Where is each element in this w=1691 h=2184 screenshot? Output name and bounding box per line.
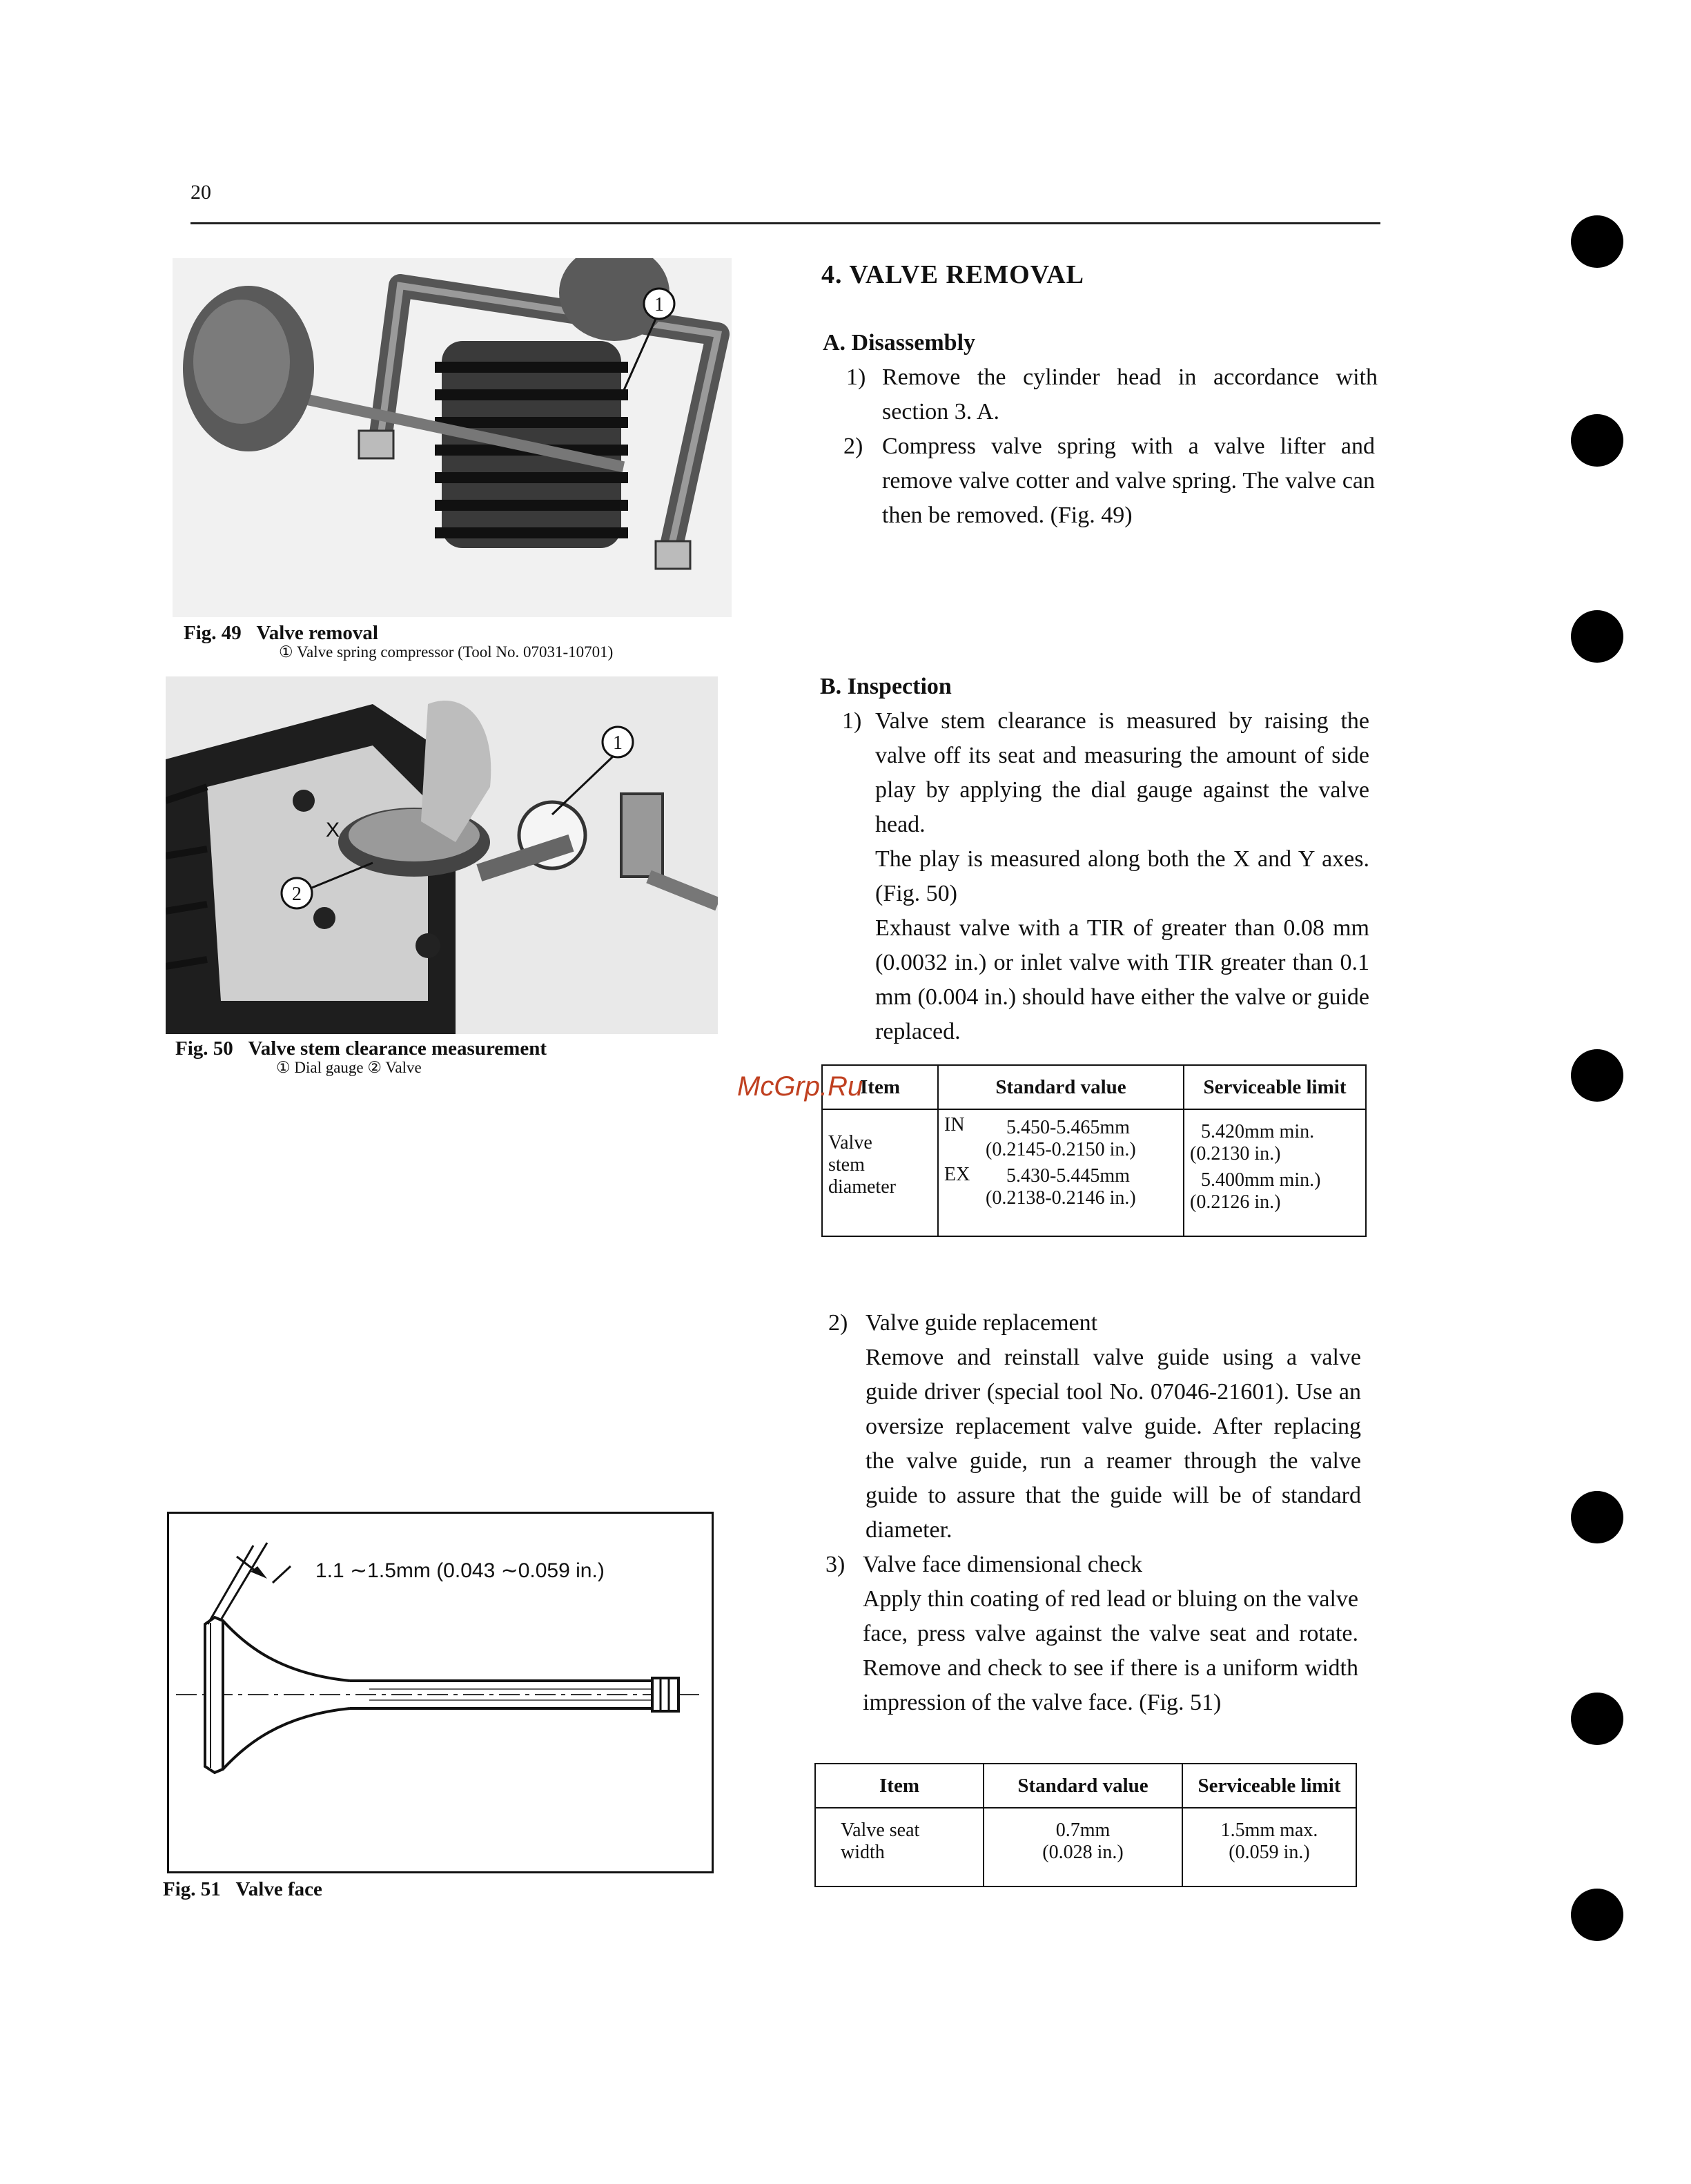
valve-compressor-illustration (173, 258, 732, 617)
step-text: Remove the cylinder head in accordance with section 3. A. (882, 364, 1378, 425)
section-heading: 4. VALVE REMOVAL (821, 260, 1084, 289)
in-limit-mm: 5.420mm min. (1201, 1121, 1315, 1142)
ex-limit-mm: 5.400mm min.) (1201, 1169, 1321, 1191)
item-label: Valve seat width (841, 1820, 920, 1863)
inspection-step-1 (842, 704, 1369, 1049)
step-number: 1) (842, 708, 862, 734)
fig50-axis-x: X (326, 819, 340, 841)
table-header-standard: Standard value (984, 1764, 1182, 1808)
step-text-p2: The play is measured along both the X and Y axes. (Fig. 50) (875, 846, 1369, 906)
page-number: 20 (190, 181, 211, 204)
item-label: Valve stem diameter (828, 1132, 896, 1198)
fig51-diagram (167, 1512, 714, 1873)
punch-hole (1571, 414, 1623, 467)
table-header-item: Item (815, 1764, 984, 1808)
ex-label: EX (944, 1164, 970, 1185)
table-cell-limit (1182, 1808, 1356, 1886)
table-cell-item (822, 1109, 938, 1236)
step-title: Valve guide replacement (866, 1310, 1098, 1336)
fig50-title: Valve stem clearance measurement (248, 1037, 547, 1060)
step-text: Compress valve spring with a valve lifter and remove valve cotter and valve spring. The valve can then be removed. (Fig. 49) (882, 433, 1375, 528)
fig51-title: Valve face (235, 1878, 322, 1900)
step-text: Apply thin coating of red lead or bluing on the valve face, press valve against the valve seat and rotate. Remove and check to see if there is a uniform width impression of the valve face. (Fig. 51) (863, 1586, 1358, 1715)
valve-stem-diameter-table (821, 1064, 1367, 1237)
in-limit-in: (0.2130 in.) (1190, 1143, 1281, 1164)
fig49-label: Fig. 49 (184, 622, 242, 644)
in-label: IN (944, 1114, 965, 1135)
punch-hole (1571, 1491, 1623, 1543)
fig50-callout-1: 1 (613, 732, 623, 754)
table-row (822, 1109, 1366, 1236)
step-text-p3: Exhaust valve with a TIR of greater than 0.08 mm (0.0032 in.) or inlet valve with TIR greater than 0.1 mm (0.004 in.) should have either the valve or guide replaced. (875, 915, 1369, 1044)
watermark: McGrp.Ru (737, 1071, 863, 1102)
fig50-caption (175, 1037, 547, 1060)
table-header-item: Item (822, 1065, 938, 1109)
table-header-limit: Serviceable limit (1182, 1764, 1356, 1808)
table-cell-standard (938, 1109, 1184, 1236)
ex-limit-in: (0.2126 in.) (1190, 1191, 1281, 1213)
ex-std-mm: 5.430-5.445mm (1006, 1165, 1130, 1187)
valve-face-drawing (169, 1514, 712, 1871)
fig51-caption (163, 1878, 322, 1901)
seat-limit-in: (0.059 in.) (1229, 1842, 1310, 1863)
fig49-title: Valve removal (256, 622, 378, 644)
seat-std-in: (0.028 in.) (1042, 1842, 1124, 1863)
fig49-caption (184, 621, 378, 645)
table-header-limit: Serviceable limit (1184, 1065, 1366, 1109)
fig50-photo (166, 676, 718, 1034)
disassembly-heading: A. Disassembly (823, 330, 976, 355)
fig49-legend: ① Valve spring compressor (Tool No. 07031-10701) (279, 643, 614, 661)
table-header-standard: Standard value (938, 1065, 1184, 1109)
disassembly-step-1 (846, 360, 1378, 429)
in-std-in: (0.2145-0.2150 in.) (986, 1139, 1136, 1160)
step-text-p1: Valve stem clearance is measured by raising the valve off its seat and measuring the amount of side play by applying the dial gauge against the valve head. (875, 708, 1369, 837)
table-cell-standard (984, 1808, 1182, 1886)
inspection-step-2 (828, 1306, 1361, 1548)
step-title: Valve face dimensional check (863, 1552, 1142, 1577)
disassembly-step-2 (843, 429, 1375, 533)
dial-gauge-illustration (166, 676, 718, 1034)
table-row (815, 1808, 1356, 1886)
table-cell-item (815, 1808, 984, 1886)
seat-std-mm: 0.7mm (1055, 1820, 1111, 1841)
fig49-photo (173, 258, 732, 617)
seat-limit-mm: 1.5mm max. (1220, 1820, 1318, 1841)
fig50-label: Fig. 50 (175, 1037, 233, 1060)
step-text: Remove and reinstall valve guide using a valve guide driver (special tool No. 07046-21601). Use an oversize replacement valve guide. After replacing the valve guide, run a reamer through the valve guide to assure that the guide will be of standard diameter. (866, 1345, 1361, 1543)
punch-hole (1571, 215, 1623, 268)
fig49-callout-1: 1 (654, 294, 664, 315)
fig51-dimension-label: 1.1 ∼1.5mm (0.043 ∼0.059 in.) (315, 1559, 605, 1582)
table-cell-limit (1184, 1109, 1366, 1236)
ex-std-in: (0.2138-0.2146 in.) (986, 1187, 1136, 1209)
punch-hole (1571, 610, 1623, 663)
step-number: 1) (846, 364, 866, 390)
in-std-mm: 5.450-5.465mm (1006, 1117, 1130, 1138)
valve-seat-width-table (814, 1763, 1357, 1887)
fig50-callout-2: 2 (292, 884, 302, 905)
header-rule (190, 222, 1380, 224)
fig50-legend: ① Dial gauge ② Valve (276, 1059, 422, 1076)
inspection-heading: B. Inspection (820, 674, 952, 699)
punch-hole (1571, 1889, 1623, 1941)
step-number: 2) (843, 433, 863, 459)
step-number: 3) (825, 1552, 845, 1577)
step-number: 2) (828, 1310, 848, 1336)
punch-hole (1571, 1049, 1623, 1102)
fig51-label: Fig. 51 (163, 1878, 221, 1900)
inspection-step-3 (825, 1548, 1358, 1720)
punch-hole (1571, 1693, 1623, 1745)
